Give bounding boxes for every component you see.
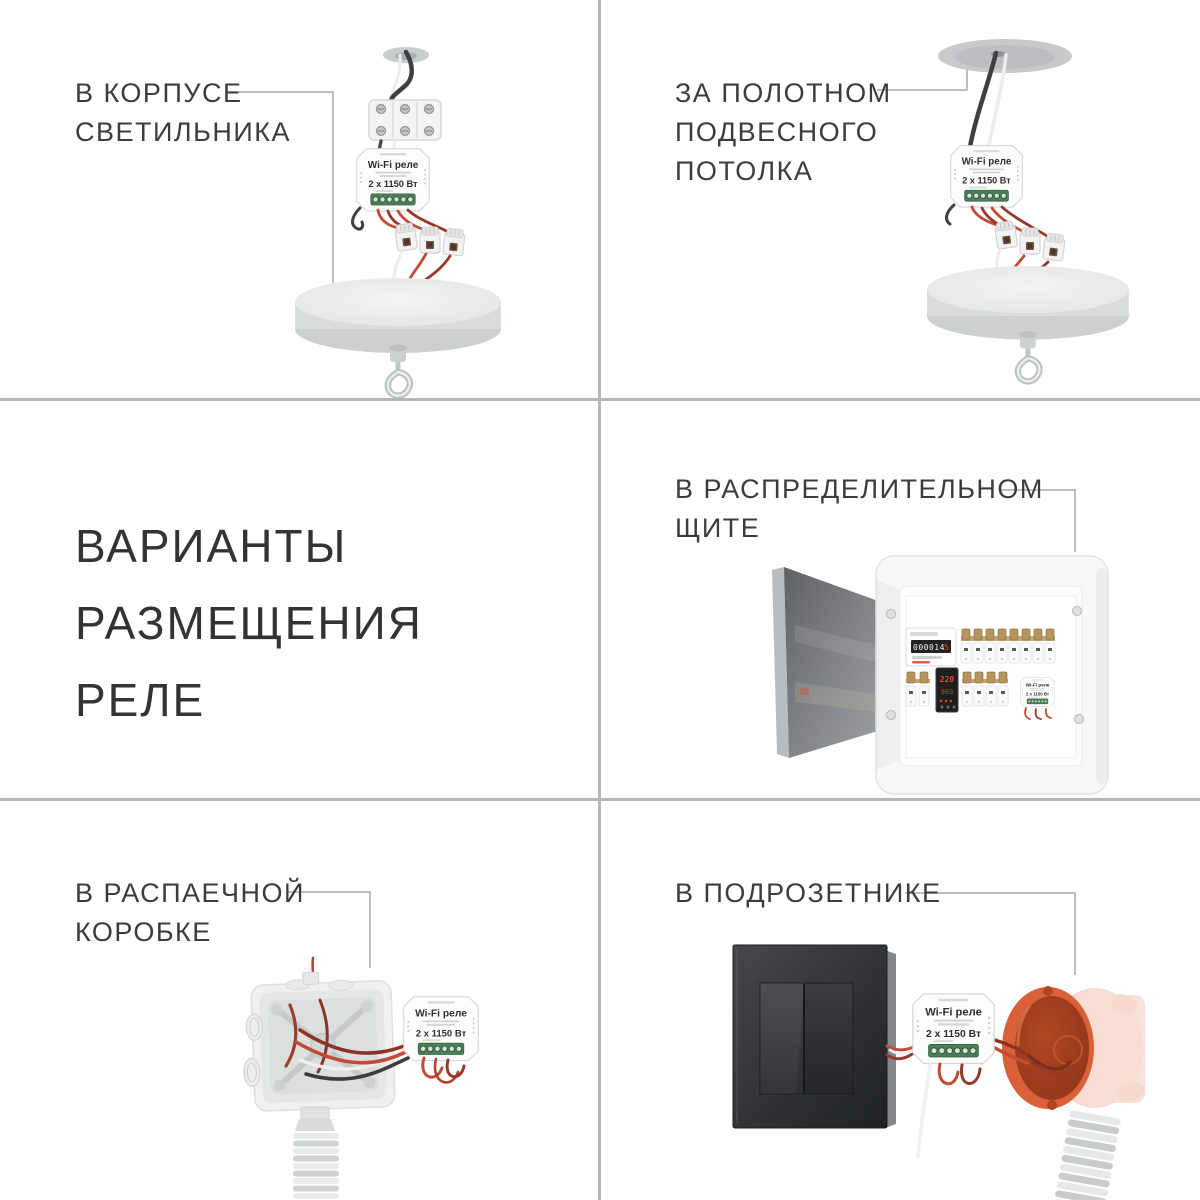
relay-red-wire-loops — [423, 1058, 464, 1082]
wall-switch — [733, 945, 896, 1128]
label-junction-box-line2: КОРОБКЕ — [75, 917, 212, 947]
label-flush-mount-box-line1: В ПОДРОЗЕТНИКЕ — [675, 878, 942, 908]
meter-reading: 000014 — [913, 643, 945, 652]
label-junction-box-line1: В РАСПАЕЧНОЙ — [75, 878, 305, 908]
label-lamp-housing-line1: В КОРПУСЕ — [75, 78, 243, 108]
lamp-housing-illustration — [0, 0, 600, 400]
corrugated-conduit — [1052, 1110, 1122, 1200]
grid-divider-vertical — [598, 0, 601, 1200]
distribution-board-illustration — [600, 400, 1200, 800]
label-suspended-ceiling-line1: ЗА ПОЛОТНОМ — [675, 78, 892, 108]
meter-red-digit: 5 — [944, 643, 949, 652]
label-lamp-housing-line2: СВЕТИЛЬНИКА — [75, 117, 291, 147]
black-wire-curl — [947, 205, 954, 224]
white-wire-hanging — [918, 1065, 930, 1156]
voltmeter-top-value: 220 — [939, 675, 955, 684]
suspended-ceiling-illustration — [600, 0, 1200, 400]
label-suspended-ceiling — [675, 74, 892, 191]
panel-suspended-ceiling — [600, 0, 1200, 400]
label-suspended-ceiling-line3: ПОТОЛКА — [675, 156, 814, 186]
page-title-line3: РЕЛЕ — [75, 674, 206, 726]
switch-key-right — [804, 983, 853, 1094]
panel-lamp-housing — [0, 0, 600, 400]
corrugated-conduit — [293, 1107, 339, 1199]
label-lamp-housing — [75, 74, 291, 152]
label-suspended-ceiling-line2: ПОДВЕСНОГО — [675, 117, 879, 147]
panel-main-title — [0, 400, 600, 800]
label-flush-mount-box — [675, 874, 941, 913]
grid-divider-horizontal-1 — [0, 398, 1200, 401]
panel-distribution-board — [600, 400, 1200, 800]
page-title-line2: РАЗМЕЩЕНИЯ — [75, 597, 423, 649]
relay-red-wire-loops — [939, 1064, 980, 1084]
label-distribution-board-line2: ЩИТЕ — [675, 513, 761, 543]
grid-divider-horizontal-2 — [0, 798, 1200, 801]
label-distribution-board — [675, 470, 1044, 548]
panel-flush-mount-box — [600, 800, 1200, 1200]
digital-voltmeter — [936, 668, 958, 712]
junction-box-illustration — [0, 800, 600, 1200]
page-title-line1: ВАРИАНТЫ — [75, 520, 348, 572]
label-distribution-board-line1: В РАСПРЕДЕЛИТЕЛЬНОМ — [675, 474, 1044, 504]
voltmeter-bottom-value: 903 — [940, 688, 954, 696]
board-door-open — [772, 567, 886, 758]
electricity-meter — [906, 628, 956, 666]
label-junction-box — [75, 874, 305, 952]
page-title — [75, 508, 423, 739]
panel-junction-box — [0, 800, 600, 1200]
black-wire-curl — [353, 208, 363, 229]
flush-mount-box-illustration — [600, 800, 1200, 1200]
